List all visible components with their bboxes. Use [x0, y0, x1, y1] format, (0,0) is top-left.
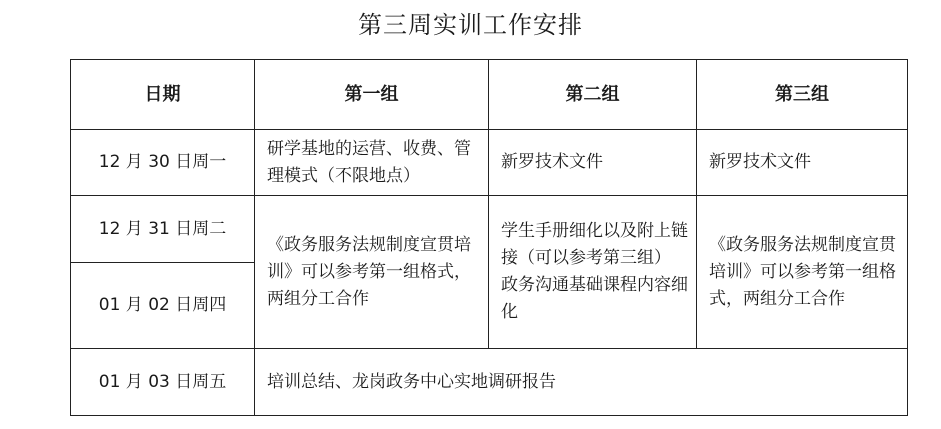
- row-date: 01 月 02 日周四: [71, 263, 255, 349]
- cell-group-1: 研学基地的运营、收费、管理模式（不限地点）: [255, 130, 489, 196]
- page-title: 第三周实训工作安排: [358, 11, 583, 39]
- row-date: 01 月 03 日周五: [71, 349, 255, 416]
- table-row: [71, 130, 908, 196]
- table-header-row: [71, 60, 908, 130]
- schedule-table: [70, 59, 908, 416]
- header-group-1: 第一组: [255, 60, 489, 130]
- cell-group-3-merged: 《政务服务法规制度宣贯培训》可以参考第一组格式，两组分工合作: [697, 196, 908, 349]
- cell-text-line: 学生手册细化以及附上链接（可以参考第三组）: [501, 221, 688, 268]
- table-row: [71, 196, 908, 263]
- cell-group-2-merged: [489, 196, 697, 349]
- header-date: 日期: [71, 60, 255, 130]
- cell-group-3: 新罗技术文件: [697, 130, 908, 196]
- row-date: 12 月 31 日周二: [71, 196, 255, 263]
- cell-text-line: 政务沟通基础课程内容细化: [501, 275, 688, 322]
- cell-all-groups: 培训总结、龙岗政务中心实地调研报告: [255, 349, 908, 416]
- header-group-2: 第二组: [489, 60, 697, 130]
- cell-group-1-merged: 《政务服务法规制度宣贯培训》可以参考第一组格式，两组分工合作: [255, 196, 489, 349]
- cell-group-2: 新罗技术文件: [489, 130, 697, 196]
- header-group-3: 第三组: [697, 60, 908, 130]
- table-row: [71, 349, 908, 416]
- row-date: 12 月 30 日周一: [71, 130, 255, 196]
